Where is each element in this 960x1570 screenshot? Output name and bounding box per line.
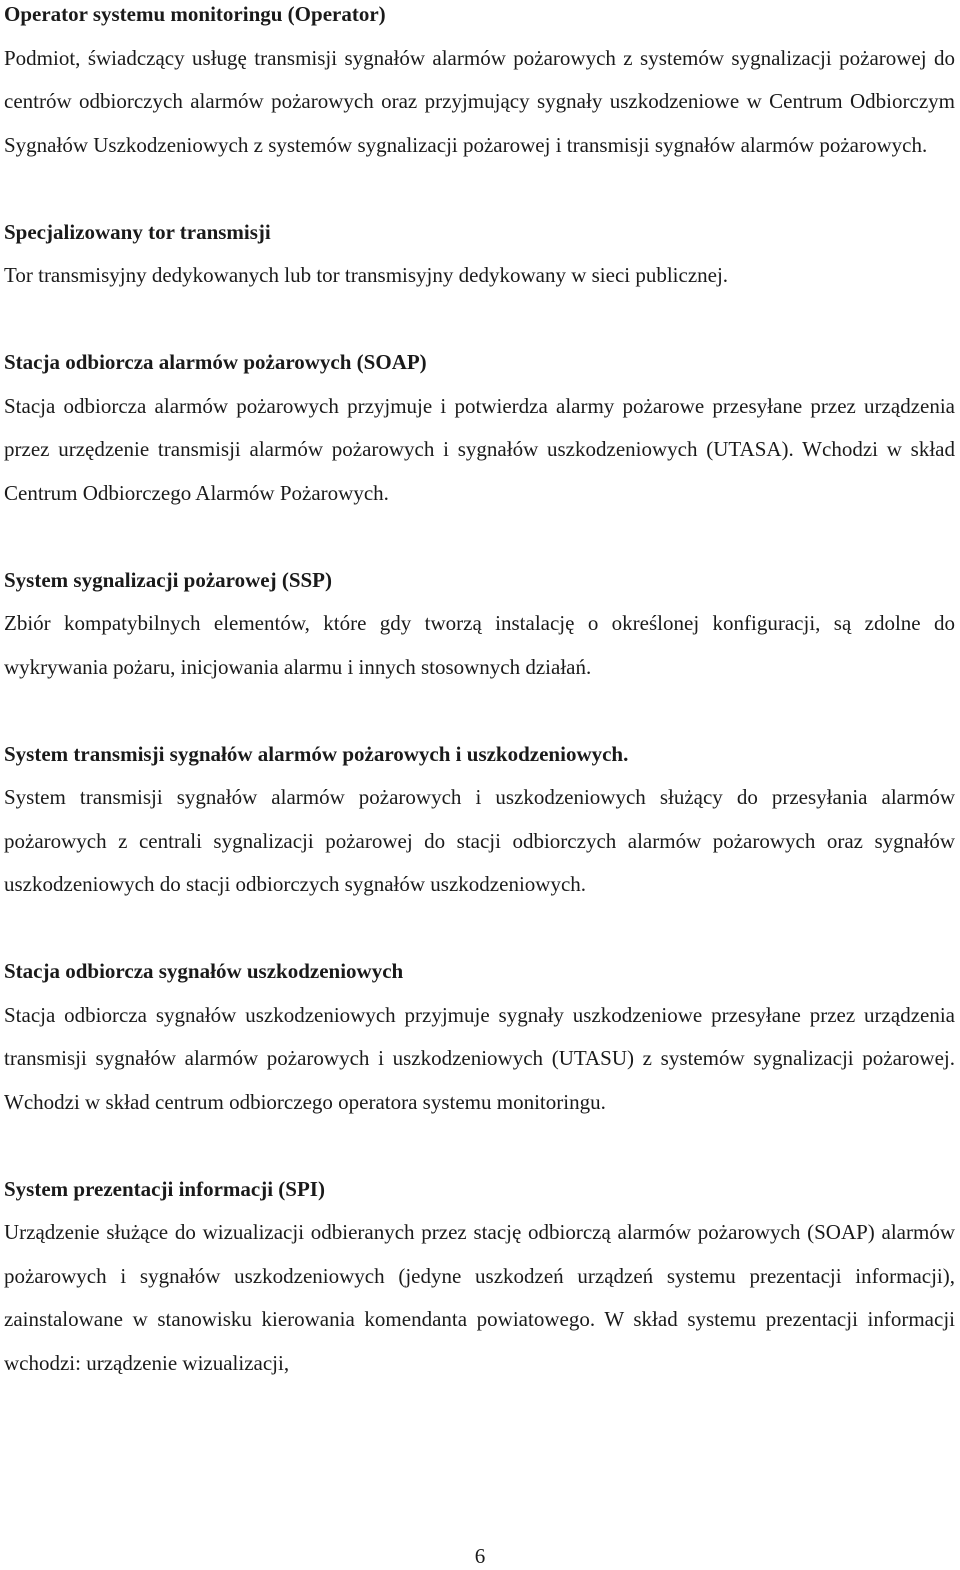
- term-heading: Stacja odbiorcza alarmów pożarowych (SOAP): [4, 350, 427, 374]
- definition-spi: [4, 1168, 955, 1386]
- definition-fault-station: [4, 950, 955, 1124]
- term-heading: System sygnalizacji pożarowej (SSP): [4, 567, 332, 592]
- term-definition: Stacja odbiorcza alarmów pożarowych przyjmuje i potwierdza alarmy pożarowe przesyłane przez urządzenia przez urzędzenie transmisji alarmów pożarowych i sygnałów uszkodzeniowych (UTASA). Wchodzi w skład Centrum Odbiorczego Alarmów Pożarowych.: [4, 393, 955, 505]
- term-definition: Tor transmisyjny dedykowanych lub tor transmisyjny dedykowany w sieci publicznej.: [4, 263, 729, 287]
- definition-specialized-path: [4, 211, 955, 298]
- definition-operator: [4, 0, 955, 167]
- term-definition: Stacja odbiorcza sygnałów uszkodzeniowych przyjmuje sygnały uszkodzeniowe przesyłane przez urządzenia transmisji sygnałów alarmów pożarowych i uszkodzeniowych (UTASU) z systemów sygnalizacji pożarowej. Wchodzi w skład centrum odbiorczego operatora systemu monitoringu.: [4, 1002, 955, 1114]
- term-heading: System prezentacji informacji (SPI): [4, 1176, 325, 1201]
- term-definition: System transmisji sygnałów alarmów pożarowych i uszkodzeniowych służący do przesyłania alarmów pożarowych z centrali sygnalizacji pożarowej do stacji odbiorczych alarmów pożarowych oraz sygnałów uszkodzeniowych do stacji odbiorczych sygnałów uszkodzeniowych.: [4, 785, 955, 896]
- definition-ssp: [4, 559, 955, 690]
- term-heading: Specjalizowany tor transmisji: [4, 219, 271, 244]
- term-definition: Podmiot, świadczący usługę transmisji sygnałów alarmów pożarowych z systemów sygnalizacji pożarowej do centrów odbiorczych alarmów pożarowych oraz przyjmujący sygnały uszkodzeniowe w Centrum Odbiorczym Sygnałów Uszkodzeniowych z systemów sygnalizacji pożarowej i transmisji sygnałów alarmów pożarowych.: [4, 45, 955, 157]
- definitions-list: [4, 0, 955, 1385]
- term-heading: System transmisji sygnałów alarmów pożarowych i uszkodzeniowych.: [4, 741, 629, 766]
- page-number: 6: [474, 1544, 486, 1568]
- term-definition: Urządzenie służące do wizualizacji odbieranych przez stację odbiorczą alarmów pożarowych (SOAP) alarmów pożarowych i sygnałów uszkodzeniowych (jedyne uszkodzeń urządzeń systemu prezentacji informacji), zainstalowane w stanowisku kierowania komendanta powiatowego. W skład systemu prezentacji informacji wchodzi: urządzenie wizualizacji,: [4, 1220, 955, 1375]
- term-heading: Operator systemu monitoringu (Operator): [4, 2, 386, 26]
- term-heading: Stacja odbiorcza sygnałów uszkodzeniowych: [4, 959, 404, 983]
- definition-soap: [4, 341, 955, 515]
- definition-transmission-system: [4, 733, 955, 907]
- term-definition: Zbiór kompatybilnych elementów, które gdy tworzą instalację o określonej konfiguracji, są zdolne do wykrywania pożaru, inicjowania alarmu i innych stosownych działań.: [4, 611, 955, 679]
